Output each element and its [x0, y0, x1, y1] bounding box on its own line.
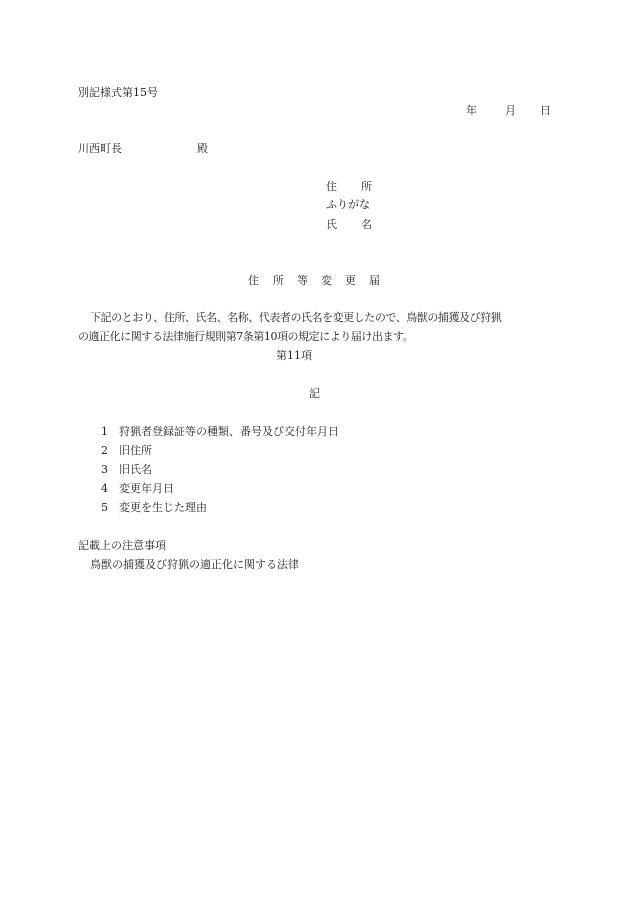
list-item-number: 4: [101, 482, 108, 495]
list-item-number: 3: [101, 463, 108, 476]
name-label-char-2: 名: [361, 218, 372, 231]
address-label-char-1: 住: [326, 180, 337, 193]
notes-line-1: 鳥獣の捕獲及び狩猟の適正化に関する法律: [90, 558, 299, 571]
title-char-5: 更: [345, 274, 356, 287]
list-item-number: 2: [101, 444, 108, 457]
date-year: 年: [466, 104, 477, 117]
addressee-honorific: 殿: [197, 142, 208, 155]
notes-title: 記載上の注意事項: [78, 539, 166, 552]
list-item-text: 旧住所: [119, 444, 152, 457]
list-item-text: 変更を生じた理由: [119, 501, 207, 514]
title-char-6: 届: [369, 274, 380, 287]
body-line-2: の適正化に関する法律施行規則第7条第10項の規定により届け出ます。: [78, 330, 414, 343]
list-item-text: 変更年月日: [119, 482, 174, 495]
list-item-number: 1: [101, 425, 108, 438]
body-line-1: 下記のとおり、住所、氏名、名称、代表者の氏名を変更したので、鳥獣の捕獲及び狩猟: [90, 311, 502, 324]
title-char-2: 所: [273, 274, 284, 287]
date-month: 月: [505, 104, 516, 117]
title-char-1: 住: [248, 274, 259, 287]
date-day: 日: [540, 104, 551, 117]
list-item-text: 狩猟者登録証等の種類、番号及び交付年月日: [119, 425, 339, 438]
name-label-char-1: 氏: [326, 218, 337, 231]
title-char-4: 変: [321, 274, 332, 287]
address-label-char-2: 所: [361, 180, 372, 193]
furigana-label: ふりがな: [326, 198, 370, 211]
addressee-name: 川西町長: [78, 142, 122, 155]
list-item-number: 5: [101, 501, 108, 514]
title-char-3: 等: [297, 274, 308, 287]
form-number: 別記様式第15号: [78, 86, 158, 99]
body-line-3: 第11項: [276, 349, 312, 362]
ki-label: 記: [309, 387, 320, 400]
list-item-text: 旧氏名: [119, 463, 152, 476]
